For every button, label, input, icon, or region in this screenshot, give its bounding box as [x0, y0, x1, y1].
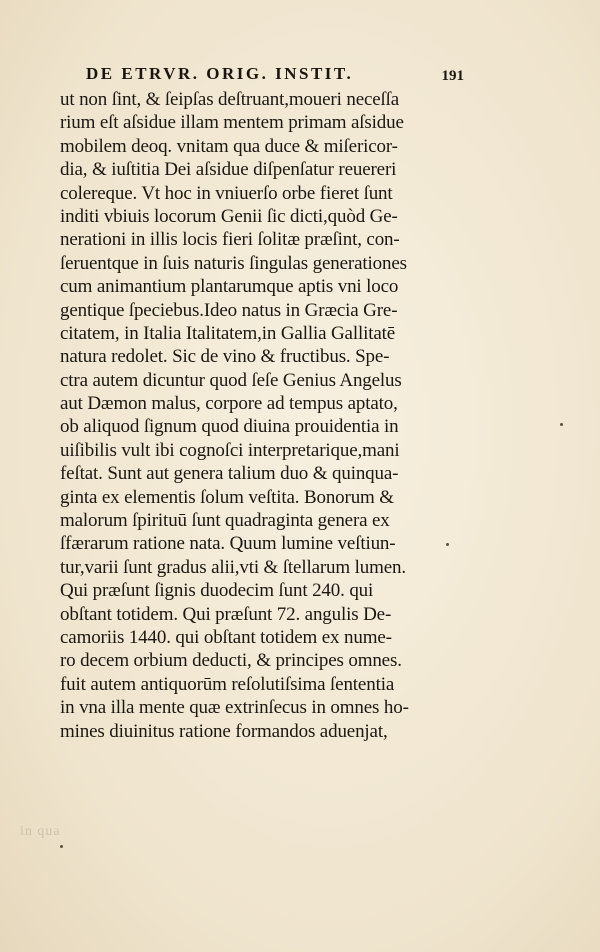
text-line: feſtat. Sunt aut genera talium duo & quinqua- [60, 463, 399, 485]
text-line: malorum ſpirituū ſunt quadraginta genera ex [60, 510, 390, 532]
text-line: Qui præſunt ſignis duodecim ſunt 240. qui [60, 580, 374, 602]
text-line: ſfærarum ratione nata. Quum lumine veſtiun- [60, 533, 396, 555]
text-line: inditi vbiuis locorum Genii ſic dicti,quòd Ge- [60, 205, 398, 227]
text-line: ut non ſint, & ſeipſas deſtruant,moueri neceſſa [60, 89, 400, 110]
margin-mark [446, 543, 449, 546]
text-line: fuit autem antiquorūm reſolutiſsima ſententia [60, 673, 395, 695]
margin-mark [60, 845, 63, 848]
text-line: ctra autem dicuntur quod ſeſe Genius Angelus [60, 369, 402, 391]
text-line: uiſibilis vult ibi cognoſci interpretarique,mani [60, 439, 400, 461]
text-line: gentique ſpeciebus.Ideo natus in Græcia Gre- [60, 299, 398, 321]
text-line: mines diuinitus ratione formandos aduenjat, [60, 720, 388, 742]
text-line: nerationi in illis locis fieri ſolitæ præſint, con- [60, 229, 400, 251]
text-line: citatem, in Italia Italitatem,in Gallia Gallitatē [60, 322, 396, 344]
text-line: camoriis 1440. qui obſtant totidem ex nume- [60, 626, 392, 648]
text-line: dia, & iuſtitia Dei aſsidue diſpenſatur reuereri [60, 159, 397, 181]
page-header [86, 64, 464, 88]
text-line: natura redolet. Sic de vino & fructibus. Spe- [60, 346, 390, 368]
text-line: ob aliquod ſignum quod diuina prouidentia in [60, 416, 399, 438]
bleed-through-catchword: in qua [20, 824, 61, 839]
page-number: 191 [441, 68, 464, 84]
text-line: ro decem orbium deducti, & principes omnes. [60, 650, 402, 672]
text-line: mobilem deoq. vnitam qua duce & miſericor- [60, 135, 398, 157]
running-head: DE ETRVR. ORIG. INSTIT. [86, 64, 354, 83]
text-line: tur,varii ſunt gradus alii,vti & ſtellarum lumen. [60, 556, 406, 578]
text-line: aut Dæmon malus, corpore ad tempus aptato, [60, 393, 398, 415]
text-line: ſeruentque in ſuis naturis ſingulas generationes [60, 252, 407, 274]
body-text [60, 88, 460, 743]
text-line: obſtant totidem. Qui præſunt 72. angulis De- [60, 603, 392, 625]
text-line: cum animantium plantarumque aptis vni loco [60, 276, 399, 298]
text-line: ginta ex elementis ſolum veſtita. Bonorum & [60, 486, 394, 508]
text-line: rium eſt aſsidue illam mentem primam aſsidue [60, 112, 404, 134]
text-line: in vna illa mente quæ extrinſecus in omnes ho- [60, 697, 409, 719]
margin-mark [560, 423, 563, 426]
text-line: colereque. Vt hoc in vniuerſo orbe fieret ſunt [60, 182, 393, 204]
